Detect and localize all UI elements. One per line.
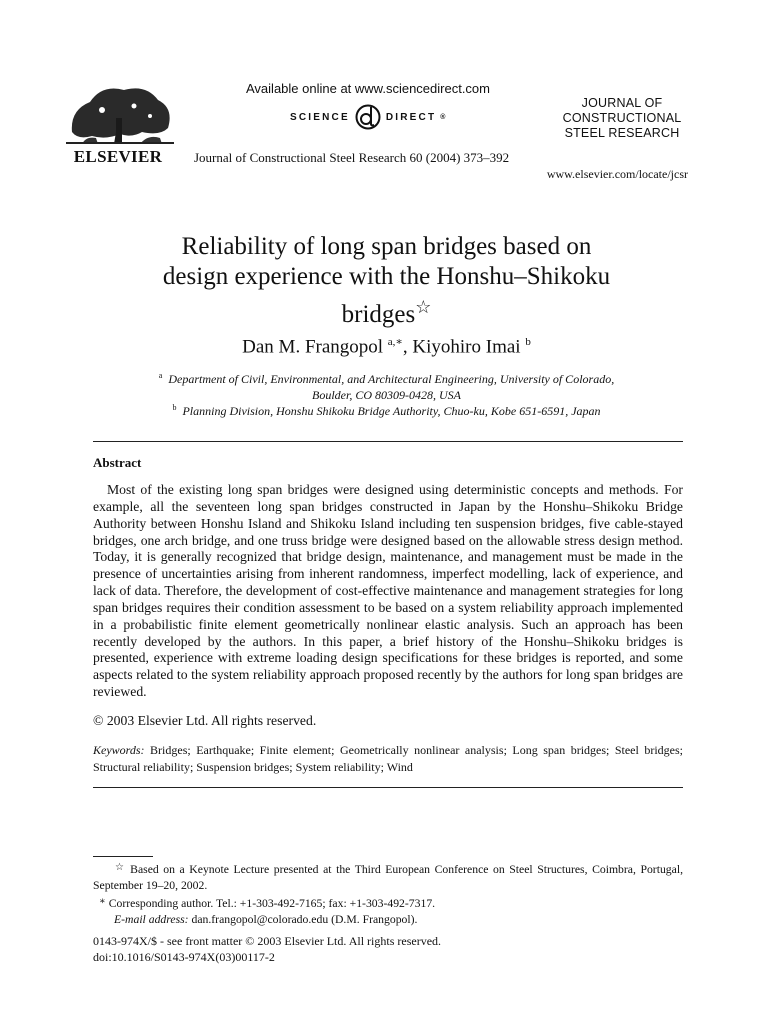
abstract-heading: Abstract [93, 455, 142, 470]
sciencedirect-logo [290, 102, 445, 132]
abstract-copyright: © 2003 Elsevier Ltd. All rights reserved. [93, 713, 317, 728]
author-affiliation-mark[interactable]: a,∗ [387, 336, 403, 348]
sd-reg-mark: ® [440, 113, 446, 121]
author-separator: , [402, 336, 408, 358]
journal-name-line: CONSTRUCTIONAL [562, 111, 682, 125]
footnote-text: Corresponding author. Tel.: +1-303-492-7165; fax: +1-303-492-7317. [105, 897, 436, 910]
footnote-keynote [93, 860, 683, 894]
author-list [80, 335, 693, 358]
paper-title [80, 232, 693, 330]
title-line: bridges [341, 301, 416, 328]
issn-line: 0143-974X/$ - see front matter © 2003 Elsevier Ltd. All rights reserved. [93, 934, 442, 948]
footnote-rule [93, 856, 153, 857]
journal-url-link[interactable]: www.elsevier.com/locate/jcsr [546, 167, 688, 181]
keywords-block [93, 742, 683, 776]
affiliation-text: Boulder, CO 80309-0428, USA [312, 388, 461, 402]
sciencedirect-d-icon [354, 103, 382, 131]
sd-left-word: SCIENCE [290, 111, 350, 123]
publisher-name: ELSEVIER [73, 147, 163, 166]
footnotes-block [93, 860, 683, 928]
journal-citation: Journal of Constructional Steel Research 60 (2004) 373–392 [194, 150, 510, 165]
doi-line[interactable]: doi:10.1016/S0143-974X(03)00117-2 [93, 949, 275, 964]
title-star-footnote-mark[interactable]: ☆ [415, 297, 432, 317]
available-online-text[interactable]: Available online at www.sciencedirect.com [246, 81, 490, 96]
keywords-text: Bridges; Earthquake; Finite element; Geometrically nonlinear analysis; Long span bridges; Steel bridges; Structural reliability; Suspension bridges; System reliability; Wind [93, 743, 683, 774]
title-line: Reliability of long span bridges based on [181, 233, 592, 260]
journal-name-line: STEEL RESEARCH [564, 126, 680, 140]
journal-name-line: JOURNAL OF [581, 96, 663, 110]
sd-right-word: DIRECT [385, 111, 437, 123]
affiliation-b [100, 400, 673, 419]
affiliation-text: Planning Division, Honshu Shikoku Bridge Authority, Chuo-ku, Kobe 651-6591, Japan [182, 404, 601, 418]
footnote-email [93, 912, 683, 928]
section-divider [93, 441, 683, 442]
email-label: E-mail address: [114, 913, 189, 926]
section-divider [93, 787, 683, 788]
affiliation-mark: a [158, 371, 163, 380]
title-line: design experience with the Honshu–Shikoku [162, 263, 611, 290]
footnote-corresponding [93, 894, 683, 912]
author-name: Dan M. Frangopol [242, 336, 384, 358]
footnote-text: Based on a Keynote Lecture presented at the Third European Conference on Steel Structures, Coimbra, Portugal, September 19–20, 2002. [93, 863, 683, 892]
front-matter-info [93, 934, 441, 965]
footnote-asterisk-mark: ∗ [99, 896, 106, 907]
author-name: Kiyohiro Imai [412, 336, 521, 358]
footnote-star-mark: ☆ [115, 862, 126, 873]
email-address-link[interactable]: dan.frangopol@colorado.edu (D.M. Frangopol). [188, 913, 418, 926]
title-line-last [80, 292, 693, 330]
abstract-body: Most of the existing long span bridges were designed using deterministic concepts and methods. For example, all the seventeen long span bridges constructed in Japan by the Honshu–Shikoku Bridge Authority between Honshu Island and Shikoku Island including ten suspension bridges, five cable-stayed bridges, one arch bridge, and one truss bridge were designed based on the allowable stress design method. Today, it is generally recognized that bridge design, maintenance, and management must be made in the presence of uncertainties arising from inherent randomness, imperfect modelling, lack of experience, and lack of data. Therefore, the development of cost-effective maintenance and management strategies for long span bridges requires their condition assessment to be based on a system reliability approach implemented in a probabilistic finite element geometrically nonlinear elastic analysis. Such an approach has been recently developed by the authors. In this paper, a brief history of the Honshu–Shikoku bridges is presented, experience with extreme loading design specifications for these bridges is reported, and some aspects related to the system reliability approach proposed recently by the authors for long span bridges are reviewed. [93, 482, 683, 700]
author-affiliation-mark[interactable]: b [525, 336, 531, 348]
affiliation-a [100, 368, 673, 403]
keywords-label: Keywords: [93, 743, 145, 757]
affiliation-text: Department of Civil, Environmental, and Architectural Engineering, University of Colorado, [168, 372, 615, 386]
journal-name-block [556, 96, 688, 141]
affiliation-mark: b [172, 403, 177, 412]
